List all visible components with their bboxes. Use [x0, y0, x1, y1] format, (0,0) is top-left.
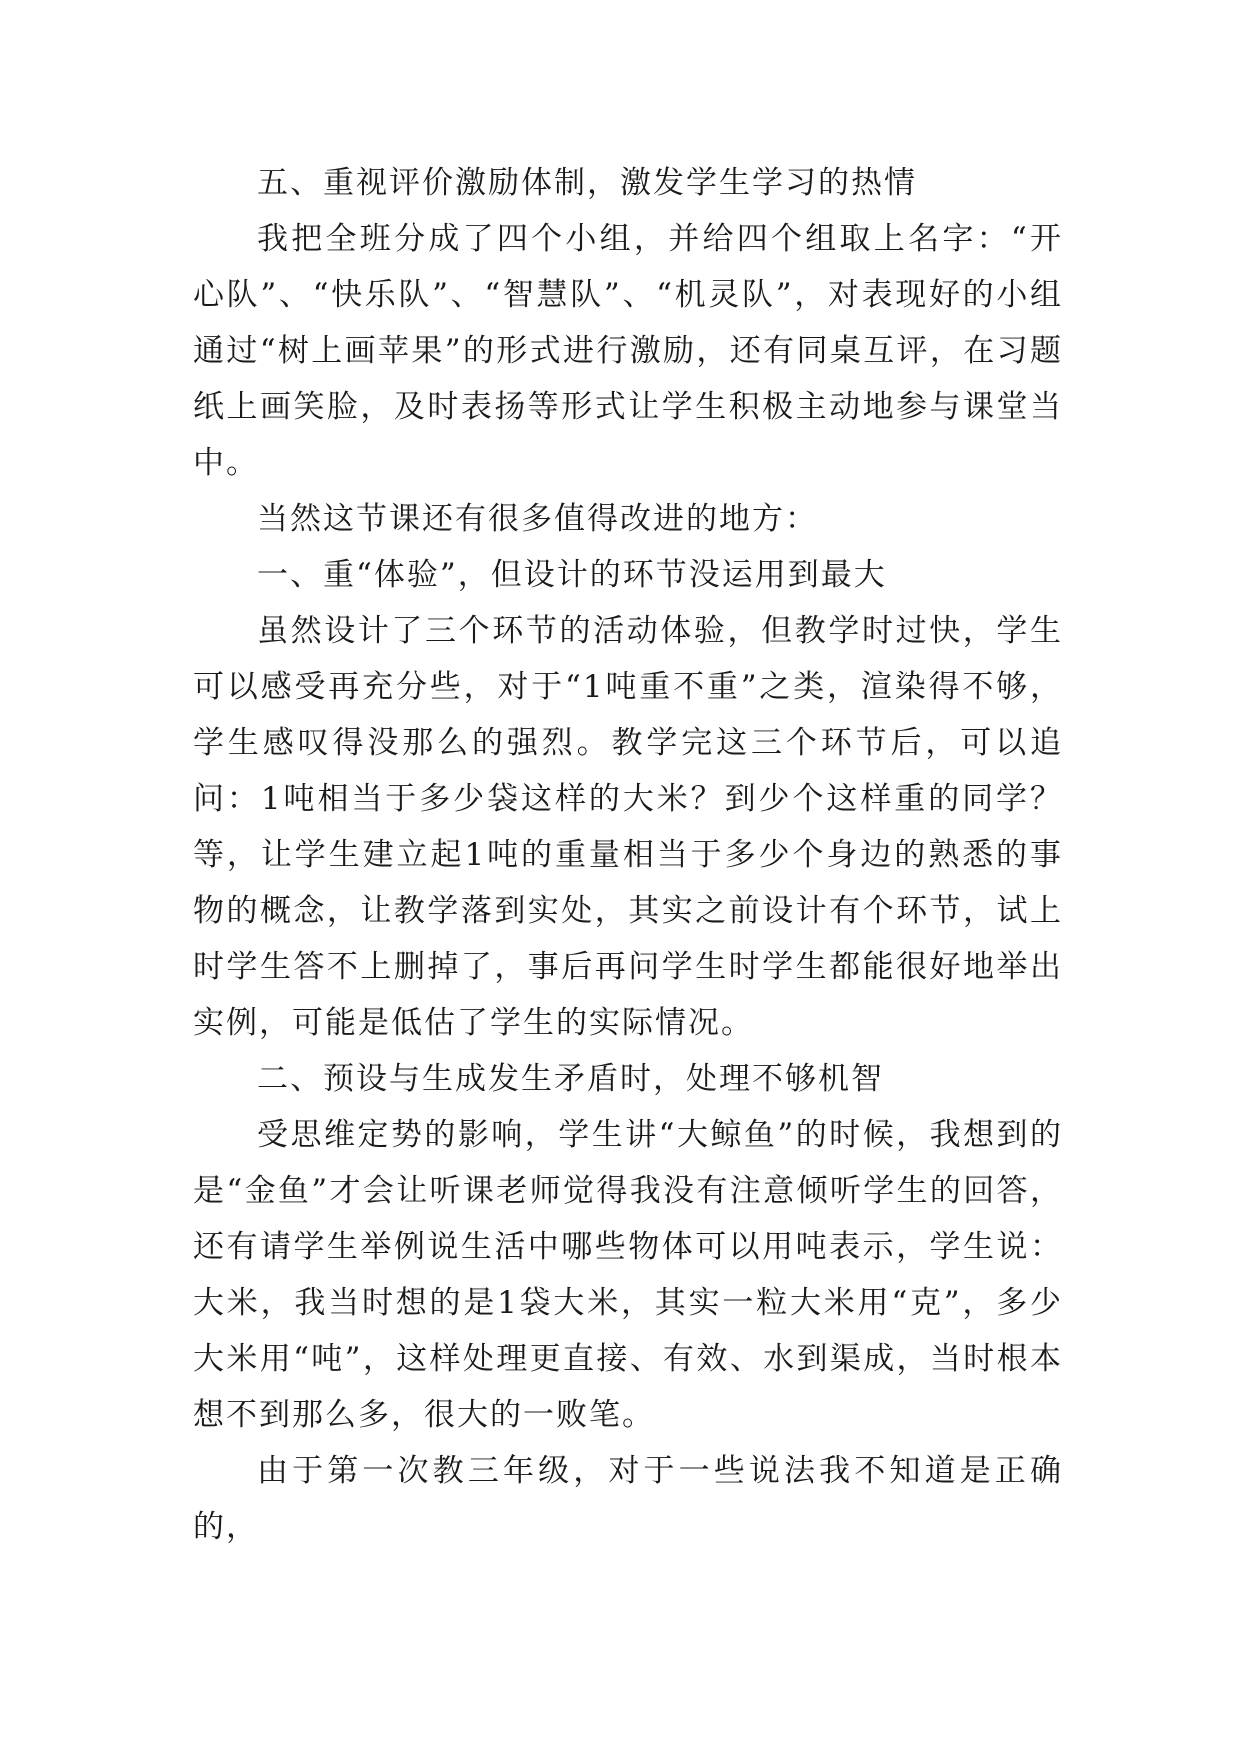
- section-heading-two: 二、预设与生成发生矛盾时，处理不够机智: [257, 1061, 884, 1097]
- document-page: [193, 155, 1063, 1555]
- body-paragraph: 当然这节课还有很多值得改进的地方：: [257, 501, 818, 537]
- section-heading-five: 五、重视评价激励体制，激发学生学习的热情: [257, 165, 917, 201]
- body-paragraph: 由于第一次教三年级，对于一些说法我不知道是正确的，: [193, 1453, 1063, 1545]
- section-heading-one: 一、重“体验”，但设计的环节没运用到最大: [257, 557, 887, 593]
- body-paragraph: 受思维定势的影响，学生讲“大鲸鱼”的时候，我想到的是“金鱼”才会让听课老师觉得我没有注意倾听学生的回答，还有请学生举例说生活中哪些物体可以用吨表示，学生说：大米，我当时想的是1袋大米，其实一粒大米用“克”，多少大米用“吨”，这样处理更直接、有效、水到渠成，当时根本想不到那么多，很大的一败笔。: [193, 1117, 1063, 1433]
- body-paragraph: 虽然设计了三个环节的活动体验，但教学时过快，学生可以感受再充分些，对于“1吨重不重”之类，渲染得不够，学生感叹得没那么的强烈。教学完这三个环节后，可以追问：1吨相当于多少袋这样的大米？到少个这样重的同学？等，让学生建立起1吨的重量相当于多少个身边的熟悉的事物的概念，让教学落到实处，其实之前设计有个环节，试上时学生答不上删掉了，事后再问学生时学生都能很好地举出实例，可能是低估了学生的实际情况。: [193, 613, 1063, 1041]
- body-paragraph: 我把全班分成了四个小组，并给四个组取上名字：“开心队”、“快乐队”、“智慧队”、“机灵队”，对表现好的小组通过“树上画苹果”的形式进行激励，还有同桌互评，在习题纸上画笑脸，及时表扬等形式让学生积极主动地参与课堂当中。: [193, 221, 1063, 481]
